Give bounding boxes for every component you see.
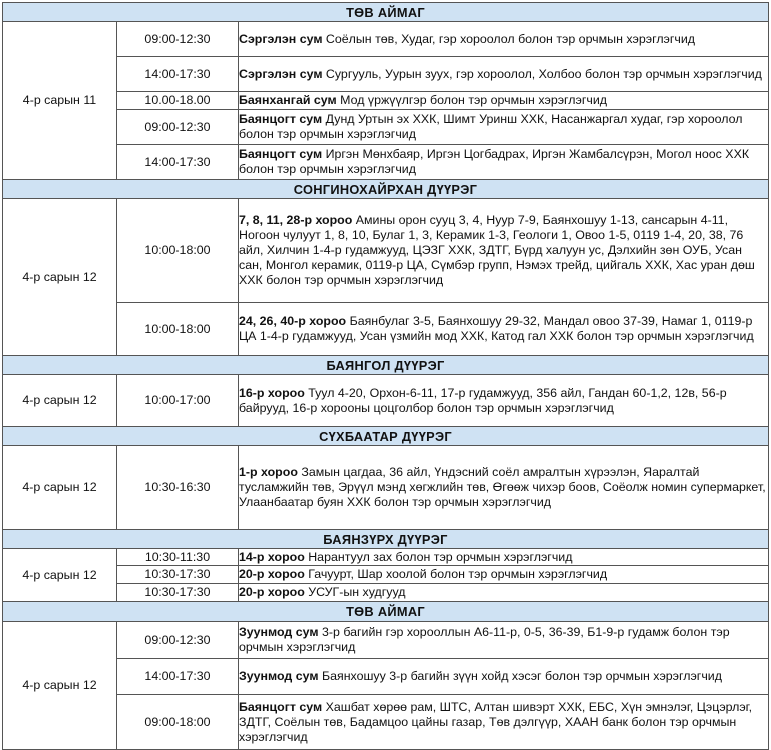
schedule-row: [3, 695, 769, 750]
outage-date: 4-р сарын 12: [3, 199, 117, 356]
schedule-row: [3, 566, 769, 584]
location-detail: Соёлын төв, Худаг, гэр хороолол болон тэр орчмын хэрэглэгчид: [322, 31, 696, 46]
schedule-row: [3, 659, 769, 695]
time-range: 10:30-17:30: [117, 584, 239, 602]
region-header-row: [3, 356, 769, 375]
time-range: 10.00-18.00: [117, 92, 239, 110]
location-detail: Дунд Уртын эх ХХК, Шимт Уринш ХХК, Насанжаргал худаг, гэр хороолол болон тэр орчмын хэрэглэгчид: [239, 112, 743, 141]
location-detail: Амины орон сууц 3, 4, Нуур 7-9, Баянхошуу 1-13, сансарын 4-11, Ногоон чулуут 1, 8, 10, Булаг 1, 3, Керамик 1-3, Геологи 1, Овоо 1-5, 0119 1-4, 20, 38, 76 айл, Хилчин 1-4-р гудамжууд, ЦЭЗГ ХХК, ЗДТГ, Бүрд халуун ус, Дэлхийн зөн ОУБ, Усан сан, Монгол керамик, 0119-р ЦА, Сүмбэр групп, Нэмэх трейд, цийгаль ХХК, Хас уран дөш ХХК болон тэр орчмын хэрэглэгчид: [239, 213, 755, 287]
time-range: 09:00-12:30: [117, 622, 239, 659]
schedule-row: [3, 92, 769, 110]
location-name: Баянцогт сум: [239, 147, 323, 161]
time-range: 09:00-18:00: [117, 695, 239, 750]
region-title: БАЯНГОЛ ДҮҮРЭГ: [3, 356, 769, 375]
location-name: Баянцогт сум: [239, 112, 323, 126]
schedule-row: [3, 622, 769, 659]
location-description: [239, 303, 769, 356]
time-range: 09:00-12:30: [117, 22, 239, 57]
region-title: БАЯНЗҮРХ ДҮҮРЭГ: [3, 530, 769, 549]
location-detail: Гачуурт, Шар хоолой болон тэр орчмын хэрэглэгчид: [304, 567, 608, 581]
location-name: 16-р хороо: [239, 385, 305, 400]
outage-date: 4-р сарын 12: [3, 446, 117, 530]
location-name: 1-р хороо: [239, 465, 298, 479]
location-description: [239, 199, 769, 303]
location-detail: Баянхошуу 3-р багийн зүүн хойд хэсэг болон тэр орчмын хэрэглэгчид: [318, 669, 722, 683]
location-detail: Замын цагдаа, 36 айл, Үндэсний соёл амралтын хүрээлэн, Яаралтай тусламжийн төв, Эрүүл мэнд хөгжлийн төв, Өгөөж чихэр боов, Соёолж номин супермаркет, Улаанбаатар буян ХХК болон тэр орчмын хэрэглэгчид: [239, 465, 766, 509]
time-range: 10:30-16:30: [117, 446, 239, 530]
location-name: Баянцогт сум: [239, 699, 323, 714]
region-title: СҮХБААТАР ДҮҮРЭГ: [3, 427, 769, 446]
schedule-row: [3, 375, 769, 427]
location-name: Сэргэлэн сум: [239, 66, 323, 81]
schedule-row: [3, 57, 769, 92]
location-detail: УСУГ-ын худгууд: [304, 585, 406, 599]
location-description: [239, 566, 769, 584]
region-header-row: [3, 530, 769, 549]
location-name: 24, 26, 40-р хороо: [239, 314, 347, 328]
location-description: [239, 375, 769, 427]
location-name: 20-р хороо: [239, 567, 305, 581]
location-description: [239, 92, 769, 110]
region-header-row: [3, 602, 769, 622]
schedule-row: [3, 22, 769, 57]
location-description: [239, 622, 769, 659]
location-name: Сэргэлэн сум: [239, 31, 323, 46]
time-range: 14:00-17:30: [117, 659, 239, 695]
schedule-row: [3, 145, 769, 180]
outage-date: 4-р сарын 12: [3, 375, 117, 427]
schedule-row: [3, 303, 769, 356]
location-description: [239, 584, 769, 602]
time-range: 14:00-17:30: [117, 57, 239, 92]
region-title: ТӨВ АЙМАГ: [3, 3, 769, 22]
time-range: 09:00-12:30: [117, 110, 239, 145]
schedule-row: [3, 584, 769, 602]
location-detail: Мод үржүүлгэр болон тэр орчмын хэрэглэгчид: [336, 93, 607, 107]
location-name: 20-р хороо: [239, 585, 305, 599]
outage-schedule-table: [2, 2, 769, 750]
location-description: [239, 659, 769, 695]
schedule-row: [3, 549, 769, 566]
location-description: [239, 110, 769, 145]
schedule-row: [3, 110, 769, 145]
outage-date: 4-р сарын 12: [3, 622, 117, 750]
region-title: СОНГИНОХАЙРХАН ДҮҮРЭГ: [3, 180, 769, 199]
location-detail: Нарантуул зах болон тэр орчмын хэрэглэгчид: [304, 549, 573, 564]
time-range: 14:00-17:30: [117, 145, 239, 180]
location-description: [239, 695, 769, 750]
location-name: 7, 8, 11, 28-р хороо: [239, 213, 353, 227]
region-header-row: [3, 427, 769, 446]
region-header-row: [3, 3, 769, 22]
time-range: 10:00-17:00: [117, 375, 239, 427]
location-name: Зуунмод сум: [239, 669, 319, 683]
outage-date: 4-р сарын 12: [3, 549, 117, 602]
location-description: [239, 446, 769, 530]
location-description: [239, 22, 769, 57]
outage-date: 4-р сарын 11: [3, 22, 117, 180]
location-detail: Сургууль, Уурын зуух, гэр хороолол, Холбоо болон тэр орчмын хэрэглэгчид: [322, 66, 762, 81]
time-range: 10:00-18:00: [117, 199, 239, 303]
location-detail: Баянбулаг 3-5, Баянхошуу 29-32, Мандал овоо 37-39, Намаг 1, 0119-р ЦА 1-4-р гудамжууд, Усан үзмийн мод ХХК, Катод гал ХХК болон тэр орчмын хэрэглэгчид: [239, 314, 754, 343]
location-description: [239, 57, 769, 92]
location-detail: Хашбат хөрөө рам, ШТС, Алтан шивэрт ХХК, ЕБС, Хүн эмнэлэг, Цэцэрлэг, ЗДТГ, Соёлын төв, Бадамцоо цайны газар, Төв дэлгүүр, ХААН банк болон тэр орчмын хэрэглэгчид: [239, 699, 753, 744]
region-header-row: [3, 180, 769, 199]
schedule-row: [3, 199, 769, 303]
location-name: Зуунмод сум: [239, 625, 319, 639]
location-detail: 3-р багийн гэр хорооллын А6-11-р, 0-5, 36-39, Б1-9-р гудамж болон тэр орчмын хэрэглэгчид: [239, 625, 730, 654]
region-title: ТӨВ АЙМАГ: [3, 602, 769, 622]
location-name: Баянхангай сум: [239, 93, 337, 107]
location-detail: Туул 4-20, Орхон-6-11, 17-р гудамжууд, 356 айл, Гандан 60-1,2, 12в, 56-р байрууд, 16-р хорооны цоцголбор болон тэр орчмын хэрэглэгчид: [239, 385, 727, 415]
schedule-row: [3, 446, 769, 530]
location-description: [239, 145, 769, 180]
location-name: 14-р хороо: [239, 549, 305, 564]
time-range: 10:00-18:00: [117, 303, 239, 356]
location-detail: Иргэн Мөнхбаяр, Иргэн Цогбадрах, Иргэн Жамбалсүрэн, Могол ноос ХХК болон тэр орчмын хэрэглэгчид: [239, 147, 750, 176]
time-range: 10:30-17:30: [117, 566, 239, 584]
location-description: [239, 549, 769, 566]
schedule-body: [3, 3, 769, 750]
time-range: 10:30-11:30: [117, 549, 239, 566]
